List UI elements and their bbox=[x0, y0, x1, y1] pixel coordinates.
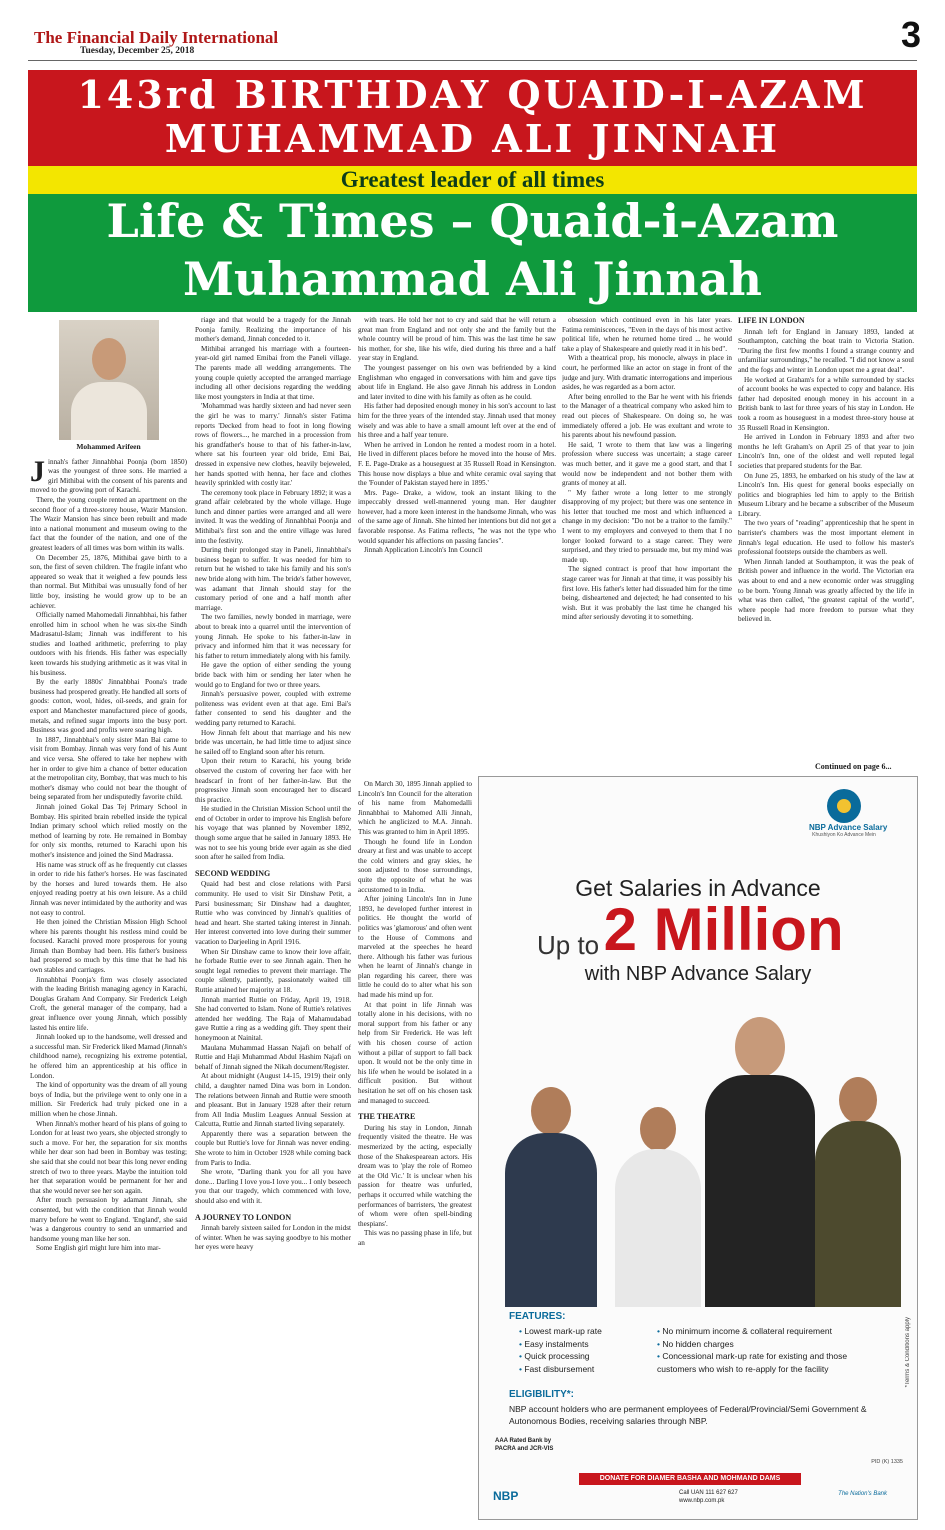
paragraph: He worked at Graham's for a while surrounded by stacks of account books he was expected to copy and balance. His father had deposited enough money in his account in a British bank to last for three years of his stay in London. He took a room as houseguest in a modest three-story house at 35 Russell Road in Kensington. bbox=[738, 375, 914, 432]
ad-person-3 bbox=[705, 1017, 815, 1307]
column-5-text bbox=[738, 328, 914, 625]
ad-pid: PID (K) 1335 bbox=[871, 1459, 903, 1465]
paragraph: On June 25, 1893, he embarked on his study of the law at Lincoln's Inn. His quest for general books especially on politics and biographies led him to apply to the British Museum Library and he became a subscriber of the Museum Library. bbox=[738, 471, 914, 518]
paragraph: By the early 1880s' Jinnahbhai Poona's trade business had prospered greatly. He handled all sorts of goods: cotton, wool, hides, oil-seeds, and grain for export and Manchester manufactured piece of goods, metals, and refined sugar imports into the busy port. Business was good and profits were soaring high. bbox=[30, 678, 187, 735]
paragraph: The kind of opportunity was the dream of all young boys of India, but the privilege went to only one in a million. Sir Frederick had truly picked one in a million when he chose Jinnah. bbox=[30, 1081, 187, 1118]
author-photo bbox=[59, 320, 159, 440]
paragraph: He said, 'I wrote to them that law was a lingering profession where success was uncertain; a stage career was much better, and it gave me a good start, and that I would now be independent and not bother them with grants of money at all. bbox=[562, 440, 732, 488]
paragraph: After much persuasion by adamant Jinnah, she consented, but with the condition that Jinnah would marry before he went to England. 'England', she said 'was a dangerous country to send an unmarried and handsome young man like her son. bbox=[30, 1196, 187, 1243]
paragraph: He studied in the Christian Mission School until the end of October in order to improve his English before his voyage that was planned by November 1892, though some argue that he sailed in January 1893. He was not to see his young bride ever again as she died soon after he sailed from India. bbox=[195, 805, 351, 862]
paragraph: Mrs. Page- Drake, a widow, took an instant liking to the impeccably dressed well-mannered young man. Her daughter however, had a more keen interest in the handsome Jinnah, who was of the same age of Jinnah. She hinted her intentions but did not get a favorable response. As Fatima reflects, "he was not the type who would squander his affections on passing fancies". bbox=[358, 488, 556, 545]
paragraph: Maulana Muhammad Hassan Najafi on behalf of Ruttie and Haji Muhammad Abdul Hashim Najafi on behalf of Jinnah signed the Nikah document/Register. bbox=[195, 1043, 351, 1071]
paragraph: Officially named Mahomedali Jinnahbhai, his father enrolled him in school when he was six-the Sindh Madrasatul-Islam; Jinnah was indifferent to his studies and loathed arithmetic, preferring to play outdoors with his friends. His father was especially keen towards his studying arithmetic as it was vital in his business. bbox=[30, 611, 187, 677]
ad-feature-item: • Fast disbursement bbox=[519, 1363, 602, 1376]
nbp-logo-text: NBP bbox=[493, 1489, 519, 1503]
ad-person-3-head bbox=[735, 1017, 785, 1077]
column-4-text bbox=[562, 316, 732, 623]
ad-contact bbox=[679, 1489, 738, 1505]
ad-feature-item: • Concessional mark-up rate for existing and those customers who wish to re-apply for the facility bbox=[657, 1350, 869, 1375]
paragraph: riage and that would be a tragedy for the Jinnah Poonja family. Realizing the importance of his mother's demand, Jinnah conceded to it. bbox=[195, 316, 351, 344]
paragraph: Jinnah Application Lincoln's Inn Council bbox=[364, 546, 483, 555]
column-3-text-b bbox=[358, 1124, 472, 1249]
paragraph: Upon their return to Karachi, his young bride observed the custom of covering her face with her headscarf in front of her father-in-law. But the progressive Jinnah soon encouraged her to discard this practice. bbox=[195, 757, 351, 804]
ad-eligibility-title: ELIGIBILITY*: bbox=[509, 1389, 574, 1400]
ad-features-title: FEATURES: bbox=[509, 1311, 566, 1322]
paragraph: Jinnah's father Jinnahbhai Poonja (born 1850) was the youngest of three sons. He married a girl Mithibai with the consent of his parents and moved to the growing port of Karachi. bbox=[30, 454, 187, 495]
ad-feature-item: • No hidden charges bbox=[657, 1338, 869, 1351]
column-2-text bbox=[195, 316, 351, 863]
yellow-banner bbox=[28, 166, 917, 194]
heading-second-wedding: SECOND WEDDING bbox=[195, 868, 271, 878]
column-2-text-c bbox=[195, 1224, 351, 1253]
article-column-3-bottom bbox=[358, 780, 472, 1522]
paragraph: Mithibai arranged his marriage with a fourteen-year-old girl named Emibai from the Paneli village. The parents made all wedding arrangements. The young couple quietly accepted the arranged marriage including all other decisions regarding the wedding like most youngsters in India at that time. bbox=[195, 344, 351, 401]
ad-brand: NBP Advance Salary bbox=[809, 823, 888, 832]
ad-person-3-body bbox=[705, 1075, 815, 1307]
ad-feature-item: • No minimum income & collateral requirement bbox=[657, 1325, 869, 1338]
masthead: The Financial Daily International bbox=[34, 28, 279, 47]
paragraph: Jinnah left for England in January 1893, landed at Southampton, catching the boat train to Victoria Station. "During the first few months I found a strange country and unfamiliar surroundings," he recalled. "I did not know a soul and the fogs and winter in London upset me a great deal". bbox=[738, 327, 914, 374]
ad-people-image bbox=[495, 1007, 901, 1307]
paragraph: On December 25, 1876, Mithibai gave birth to a son, the first of seven children. The fragile infant who appeared so weak that it weighed a few pounds less than normal. But Mithibai was unusually fond of her little boy, insisting he would grow up to be an achiever. bbox=[30, 553, 187, 610]
paragraph: How Jinnah felt about that marriage and his new bride was uncertain, he had little time to adjust since he sailed off to England soon after his return. bbox=[195, 728, 351, 756]
paragraph: The signed contract is proof that how important the stage career was for Jinnah at that time, it was possibly his first love. His father's letter had dissuaded him for the time being, disheartened and dejected; he had consented to his wish. But it was probably the last time he changed his mind after seriously devoting it to something. bbox=[562, 565, 732, 622]
ad-feature-item: • Lowest mark-up rate bbox=[519, 1325, 602, 1338]
heading-theatre: THE THEATRE bbox=[358, 1112, 416, 1122]
paragraph: " My father wrote a long letter to me strongly disapproving of my project; but there was one sentence in his letter that touched me most and which influenced a change in my decision: "Do not be a traitor to the family." I went to my employers and conveyed to them that I no longer looked forward to a stage career. They were surprised, and they tried to persuade me, but my mind was made up. bbox=[562, 488, 732, 564]
paragraph: Jinnah's persuasive power, coupled with extreme politeness was evident even at that age. Emi Bai's father consented to send his daughter and the wedding party returned to Karachi. bbox=[195, 690, 351, 727]
column-1-text bbox=[30, 454, 187, 1254]
article-column-2 bbox=[195, 316, 351, 1522]
ad-person-2 bbox=[615, 1107, 701, 1307]
ad-rating: AAA Rated Bank by PACRA and JCR-VIS bbox=[495, 1438, 554, 1452]
paragraph: His father had deposited enough money in his son's account to last him for the three years of the intended stay. Jinnah used that money wisely and was able to have a small amount left over at the end of his three and a half year tenure. bbox=[358, 402, 556, 440]
ad-person-4-body bbox=[815, 1121, 901, 1307]
column-2-text-b bbox=[195, 880, 351, 1206]
paragraph: Apparently there was a separation between the couple but Ruttie's love for Jinnah was never ending. She wrote to him in October 1928 while coming back from Paris to India. bbox=[195, 1129, 351, 1167]
paragraph: Some English girl might lure him into mar- bbox=[36, 1244, 161, 1253]
author-photo-head bbox=[92, 338, 126, 380]
ad-donate-banner: DONATE FOR DIAMER BASHA AND MOHMAND DAMS bbox=[579, 1473, 801, 1485]
paragraph: With a theatrical prop, his monocle, always in place in court, he performed like an actor on stage in front of the judge and jury. With dramatic interrogations and imperious asides, he was regarded as a born actor. bbox=[562, 354, 732, 392]
paragraph: The ceremony took place in February 1892; it was a grand affair celebrated by the whole village. Huge lunch and dinner parties were arranged and all were invited. It was the wedding of Jinnahbhai Poonja and Mithibai's first son and the entire village was lured into the festivity. bbox=[195, 488, 351, 545]
ad-headline-2 bbox=[537, 896, 844, 963]
ad-brand-sub: Khushiyon Ko Advance Mein bbox=[812, 832, 876, 838]
paragraph: He then joined the Christian Mission High School where his parents thought his restless mind could be focused. Karachi proved more prosperous for young Jinnah than Bombay had been. His father's business had prospered so much by this time that he had his own stables and carriages. bbox=[30, 918, 187, 975]
ad-person-1-head bbox=[531, 1087, 571, 1135]
paragraph: He arrived in London in February 1893 and after two months he left Graham's on April 25 of that year to join Lincoln's Inn, one of the oldest and well reputed legal societies that prepared students for the Bar. bbox=[738, 433, 914, 470]
paragraph: When Jinnah's mother heard of his plans of going to London for at least two years, she objected strongly to such a move. For her, the separation for six months while her dear son had been in Bombay was testing; she said that she could not bear this long never ending stretch of two to three years. Maybe the intuition told her that separation would be permanent for her and that she would never see her son again. bbox=[30, 1119, 187, 1195]
article-title-line1: Life & Times – Quaid-i-Azam bbox=[106, 194, 839, 248]
heading-journey-to-london: A JOURNEY TO LONDON bbox=[195, 1212, 292, 1222]
paragraph: When he arrived in London he rented a modest room in a hotel. He lived in different places before he moved into the house of Mrs. F. E. Page-Drake as a houseguest at 35 Russell Road in Kensington. This house now displays a blue and white ceramic oval saying that the 'Founder of Pakistan stayed here in 1895.' bbox=[358, 440, 556, 488]
ad-headline-1: Get Salaries in Advance bbox=[575, 875, 821, 901]
paragraph: When Jinnah landed at Southampton, it was the peak of British power and influence in the world. The Victorian era was about to end and a new economic order was struggling to be born. Young Jinnah was greatly affected by the life in what was then called, "the greatest capital of the world", where people had more freedom to pursue what they believed in. bbox=[738, 557, 914, 624]
ad-nations-bank: The Nation's Bank bbox=[838, 1491, 887, 1497]
paragraph: After being enrolled to the Bar he went with his friends to the Manager of a theatrical company who asked him to read out pieces of Shakespeare. On doing so, he was immediately offered a job. He was exultant and wrote to his parents about his newfound passion. bbox=[562, 392, 732, 440]
paragraph: Jinnah married Ruttie on Friday, April 19, 1918. She had converted to Islam. None of Ruttie's relatives attended her wedding. The Raja of Mahamudabad gave Ruttie a ring as a wedding gift. They spent their honeymoon at Nainital. bbox=[195, 995, 351, 1042]
paragraph: She wrote, "Darling thank you for all you have done... Darling I love you-I love you... I only beseech you that our tragedy, which commenced with love, should also end with it. bbox=[195, 1168, 351, 1206]
ad-upto: Up to bbox=[537, 930, 600, 960]
drop-cap: J bbox=[30, 454, 45, 488]
ad-features-right bbox=[657, 1325, 869, 1375]
paragraph: He gave the option of either sending the young bride back with him or sending her later when he would go to England for two or three years. bbox=[195, 661, 351, 689]
red-banner bbox=[28, 70, 917, 166]
article-column-5 bbox=[738, 316, 914, 756]
ad-web: www.nbp.com.pk bbox=[679, 1498, 725, 1504]
article-column-4 bbox=[562, 316, 732, 768]
paragraph: On March 30, 1895 Jinnah applied to Lincoln's Inn Council for the alteration of his name from Mahomedalli Jinnahbhai to Mahomed Alli Jinnah, which he anglicized to M.A. Jinnah. This was granted to him in April 1895. bbox=[358, 780, 472, 836]
paragraph: At about midnight (August 14-15, 1919) their only child, a daughter named Dina was born in London. The relations between Jinnah and Ruttie were smooth and pleasant. But in January 1928 after their return from All India Muslim Leagues Annual Session at Calcutta, Ruttie and Jinnah started living separately. bbox=[195, 1072, 351, 1129]
ad-person-4-head bbox=[839, 1077, 877, 1123]
nbp-advertisement bbox=[478, 776, 918, 1520]
header-rule bbox=[28, 60, 917, 61]
paragraph: Quaid had best and close relations with Parsi community. He used to visit Sir Dinshaw Petit, a Parsi businessman; Sir Dinshaw had a daughter, Ruttie who was convinced by Jinnah's qualities of head and heart. She started taking interest in Jinnah. Her interest converted into love during their summer vacation to Darjeeling in April 1916. bbox=[195, 880, 351, 946]
paragraph: The two families, newly bonded in marriage, were about to break into a quarrel until the intervention of young Jinnah. He spoke to his father-in-law in privacy and informed him that it was necessary for his father to return immediately along with his family. bbox=[195, 613, 351, 660]
heading-life-in-london: LIFE IN LONDON bbox=[738, 316, 805, 325]
ad-feature-item: • Easy instalments bbox=[519, 1338, 602, 1351]
paragraph: After joining Lincoln's Inn in June 1893, he developed further interest in politics. He thought the world of politics was 'glamorous' and often went to the House of Commons and marveled at the speeches he heard there. Although his father was furious when he learnt of Jinnah's change in plan regarding his career, there was little he could do to alter what his son had made his mind up for. bbox=[358, 895, 472, 1000]
ad-person-1-body bbox=[505, 1133, 597, 1307]
continued-note: Continued on page 6... bbox=[815, 762, 892, 771]
paragraph: This was no passing phase in life, but an bbox=[358, 1229, 472, 1247]
ad-person-2-head bbox=[640, 1107, 676, 1151]
column-3-text-continued bbox=[358, 780, 472, 1106]
banner-tagline: Greatest leader of all times bbox=[340, 167, 605, 192]
paragraph: 'Mohammad was hardly sixteen and had never seen the girl he was to marry.' Jinnah's sister Fatima reports 'Decked from head to foot in long flowing rows of flowers..., he marched in a procession from his grandfather's house to that of his father-in-law, where sat his fourteen year old bride, Emi Bai, dressed in expensive new clothes, heavily bejeweled, her hands spotted with henna, her face and clothes heavily sprinkled with costly itar.' bbox=[195, 402, 351, 488]
dateline: Tuesday, December 25, 2018 bbox=[80, 46, 195, 56]
page-number: 3 bbox=[900, 14, 921, 55]
paragraph: In 1887, Jinnahbhai's only sister Man Bai came to visit from Bombay. Jinnah was very fond of his Aunt and vice versa. She offered to take her nephew with her in order to give him a chance of better education at the metropolitan city, Bombay, that was much to his mother's dismay who could not bear the thought of being separated from her undisputedly favorite child. bbox=[30, 735, 187, 802]
author-photo-body bbox=[71, 382, 147, 440]
paragraph: There, the young couple rented an apartment on the second floor of a three-storey house, Wazir Mansion. The Wazir Mansion has since been rebuilt and made into a national monument and museum owing to the fact that the founder of the nation, and one of the greatest leaders of all times was born within its walls. bbox=[30, 495, 187, 552]
ad-person-4 bbox=[815, 1077, 901, 1307]
paragraph: Jinnah joined Gokal Das Tej Primary School in Bombay. His spirited brain rebelled inside the typical Indian primary school which relied mostly on the method of learning by rote. He remained in Bombay for only six months, returned to Karachi upon his mother's insistence and joined the Sind Madrassa. bbox=[30, 802, 187, 859]
green-banner bbox=[28, 194, 917, 312]
article-column-1 bbox=[30, 316, 187, 1522]
paragraph: Jinnah barely sixteen sailed for London in the midst of winter. When he was saying goodbye to his mother her eyes were heavy bbox=[195, 1224, 351, 1252]
paragraph: Though he found life in London dreary at first and was unable to accept the cold winters and gray skies, he soon adjusted to those surroundings, quite the opposite of what he was accustomed to in India. bbox=[358, 837, 472, 894]
author-byline: Mohammed Arifeen bbox=[76, 442, 141, 451]
ad-terms: *Terms & Conditions apply bbox=[905, 1317, 911, 1388]
ad-feature-item: • Quick processing bbox=[519, 1350, 602, 1363]
ad-amount: 2 Million bbox=[603, 896, 844, 963]
paragraph: Jinnahbhai Poonja's firm was closely associated with the leading British managing agency in Karachi, Douglas Graham And Company. Sir Frederick Leigh Croft, the general manager of the company, had a great influence over young Jinnah, which possibly lasted his entire life. bbox=[30, 975, 187, 1032]
ad-person-1 bbox=[505, 1087, 597, 1307]
paragraph: The two years of "reading" apprenticeship that he spent in barrister's chambers was the most important element in Jinnah's legal education. He used to follow his master's professional footsteps outside the chambers as well. bbox=[738, 519, 914, 557]
ad-eligibility-text: NBP account holders who are permanent employees of Federal/Provincial/Semi Government & Autonomous Bodies, receiving salaries through NBP. bbox=[509, 1404, 867, 1426]
paragraph: The youngest passenger on his own was befriended by a kind Englishman who engaged in conversations with him and gave tips about life in England. He also gave Jinnah his address in London and later invited to dine with his family as often as he could. bbox=[358, 363, 556, 401]
column-3-text bbox=[358, 316, 556, 556]
paragraph: When Sir Dinshaw came to know their love affair, he forbade Ruttie ever to see Jinnah again. Then he sought legal remedies to prevent their marriage. The couple silently, patiently, passionately waited till Ruttie attained her majority at 18. bbox=[195, 947, 351, 994]
nbp-emblem-icon bbox=[827, 789, 861, 823]
paragraph: During their prolonged stay in Paneli, Jinnahbhai's business began to suffer. It was needed for him to return but he wished to take his family and his son's new bride along with him. The bride's father however, was adamant that Jinnah should stay for the customary period of one and a half month after marriage. bbox=[195, 546, 351, 612]
paragraph: His name was struck off as he frequently cut classes in order to ride his father's horses. He was fascinated by the horses and lured towards them. He also enjoyed reading poetry at his own leisure. As a child Jinnah was never intimidated by the authority and was not easy to control. bbox=[30, 860, 187, 917]
paragraph: with tears. He told her not to cry and said that he will return a great man from England and not only she and the family but the whole country will be proud of him. This was the last time he saw his mother, for she, like his wife, died during his three and a half year stay in England. bbox=[358, 316, 556, 363]
paragraph: During his stay in London, Jinnah frequently visited the theatre. He was mesmerized by the acting, especially those of the Shakespearean actors. His dream was to 'play the role of Romeo at the Old Vic.' It is unclear when his passion for theatre was unfurled, perhaps it occurred while watching the performances of barristers, 'the greatest of whom were often spell-binding thespians'. bbox=[358, 1123, 472, 1228]
paragraph: Jinnah looked up to the handsome, well dressed and a successful man. Sir Frederick liked Mamad (Jinnah's childhood name), recognizing his extreme potential, he offered him an apprenticeship at his office in London. bbox=[30, 1033, 187, 1080]
article-title-line2: Muhammad Ali Jinnah bbox=[183, 252, 762, 306]
banner-line1: 143rd BIRTHDAY QUAID-I-AZAM bbox=[77, 72, 868, 117]
ad-features-left bbox=[519, 1325, 602, 1375]
paragraph: At that point in life Jinnah was totally alone in his decisions, with no moral support from his father or any help from Sir Frederick. He was left with his chosen course of action without a pillar of support to fall back upon. It would not be the only time in his life when he would be isolated in a difficult position. But without hesitation he set off on his chosen task and managed to succeed. bbox=[358, 1000, 472, 1105]
article-column-3-top bbox=[358, 316, 556, 780]
nbp-advance-salary-logo bbox=[809, 789, 888, 838]
ad-person-2-body bbox=[615, 1149, 701, 1307]
banner-line2: MUHAMMAD ALI JINNAH bbox=[164, 116, 781, 161]
paragraph: obsession which continued even in his later years. Fatima reminiscences, "Even in the days of his most active political life, when he returned home tired ... he would take a play of Shakespeare and quietly read it in his bed". bbox=[562, 316, 732, 353]
ad-headline-3: with NBP Advance Salary bbox=[584, 963, 812, 985]
ad-uan: Call UAN 111 627 627 bbox=[679, 1490, 738, 1496]
